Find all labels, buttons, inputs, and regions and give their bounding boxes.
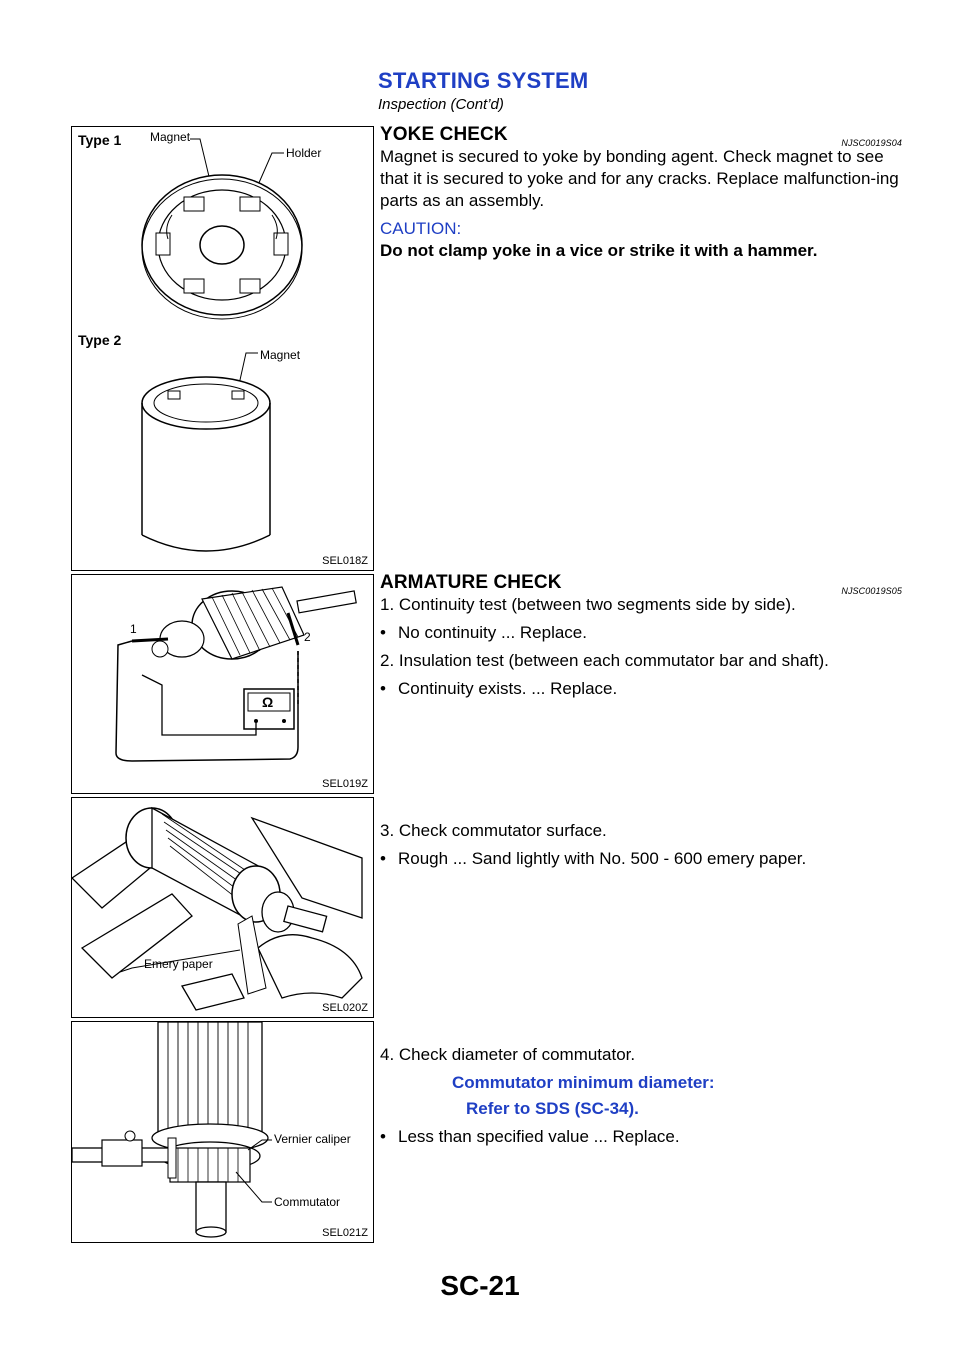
figure-code: SEL021Z	[322, 1227, 368, 1239]
armature-illustration	[72, 575, 373, 793]
section-commutator-diameter	[380, 1044, 900, 1148]
figure-vernier	[71, 1021, 374, 1243]
caution-label: CAUTION:	[380, 219, 462, 238]
section-yoke-check	[380, 124, 900, 262]
armature-bullet-2: • Continuity exists. ... Replace.	[380, 678, 900, 700]
label-vernier-caliper: Vernier caliper	[274, 1132, 351, 1146]
diameter-item-4: 4. Check diameter of commutator.	[380, 1045, 636, 1064]
figure-code: SEL019Z	[322, 778, 368, 790]
yoke-illustration	[72, 127, 373, 570]
page-title: STARTING SYSTEM	[378, 68, 589, 93]
figure-emery	[71, 797, 374, 1018]
probe-label-2: 2	[304, 630, 311, 644]
emery-illustration	[72, 798, 373, 1017]
diameter-bullet: • Less than specified value ... Replace.	[380, 1126, 900, 1148]
probe-label-1: 1	[130, 622, 137, 636]
label-type1: Type 1	[78, 132, 122, 148]
reference-code: NJSC0019S05	[841, 586, 902, 596]
armature-bullet-1: • No continuity ... Replace.	[380, 622, 900, 644]
armature-item-1: 1. Continuity test (between two segments side by side).	[380, 595, 796, 614]
section-armature-check	[380, 572, 900, 700]
heading-armature-check	[380, 572, 900, 594]
surface-bullet: • Rough ... Sand lightly with No. 500 - 600 emery paper.	[380, 848, 900, 870]
page-number: SC-21	[440, 1270, 520, 1301]
heading-text: YOKE CHECK	[380, 124, 508, 145]
vernier-illustration	[72, 1022, 373, 1242]
label-emery-paper: Emery paper	[144, 957, 213, 971]
label-commutator: Commutator	[274, 1195, 341, 1209]
label-magnet-type2: Magnet	[260, 348, 301, 362]
figure-armature	[71, 574, 374, 794]
caution-text: Do not clamp yoke in a vice or strike it with a hammer.	[380, 241, 818, 260]
figure-yoke	[71, 126, 374, 571]
reference-code: NJSC0019S04	[841, 138, 902, 148]
label-holder: Holder	[286, 146, 322, 160]
label-type2: Type 2	[78, 332, 122, 348]
page-header	[378, 68, 588, 113]
label-magnet: Magnet	[150, 130, 191, 144]
spec-label: Commutator minimum diameter:	[452, 1073, 715, 1092]
page-subtitle: Inspection (Cont’d)	[378, 96, 504, 113]
figure-code: SEL020Z	[322, 1002, 368, 1014]
spec-value: Refer to SDS (SC-34).	[466, 1099, 639, 1118]
ohm-icon: Ω	[262, 694, 274, 710]
armature-item-2: 2. Insulation test (between each commutator bar and shaft).	[380, 651, 829, 670]
section-commutator-surface	[380, 820, 900, 870]
surface-item-3: 3. Check commutator surface.	[380, 821, 607, 840]
heading-text: ARMATURE CHECK	[380, 572, 562, 593]
figure-code: SEL018Z	[322, 555, 368, 567]
yoke-body: Magnet is secured to yoke by bonding agent. Check magnet to see that it is secured to yoke and for any cracks. Replace malfunction-ing parts as an assembly.	[380, 147, 899, 210]
heading-yoke-check	[380, 124, 900, 146]
